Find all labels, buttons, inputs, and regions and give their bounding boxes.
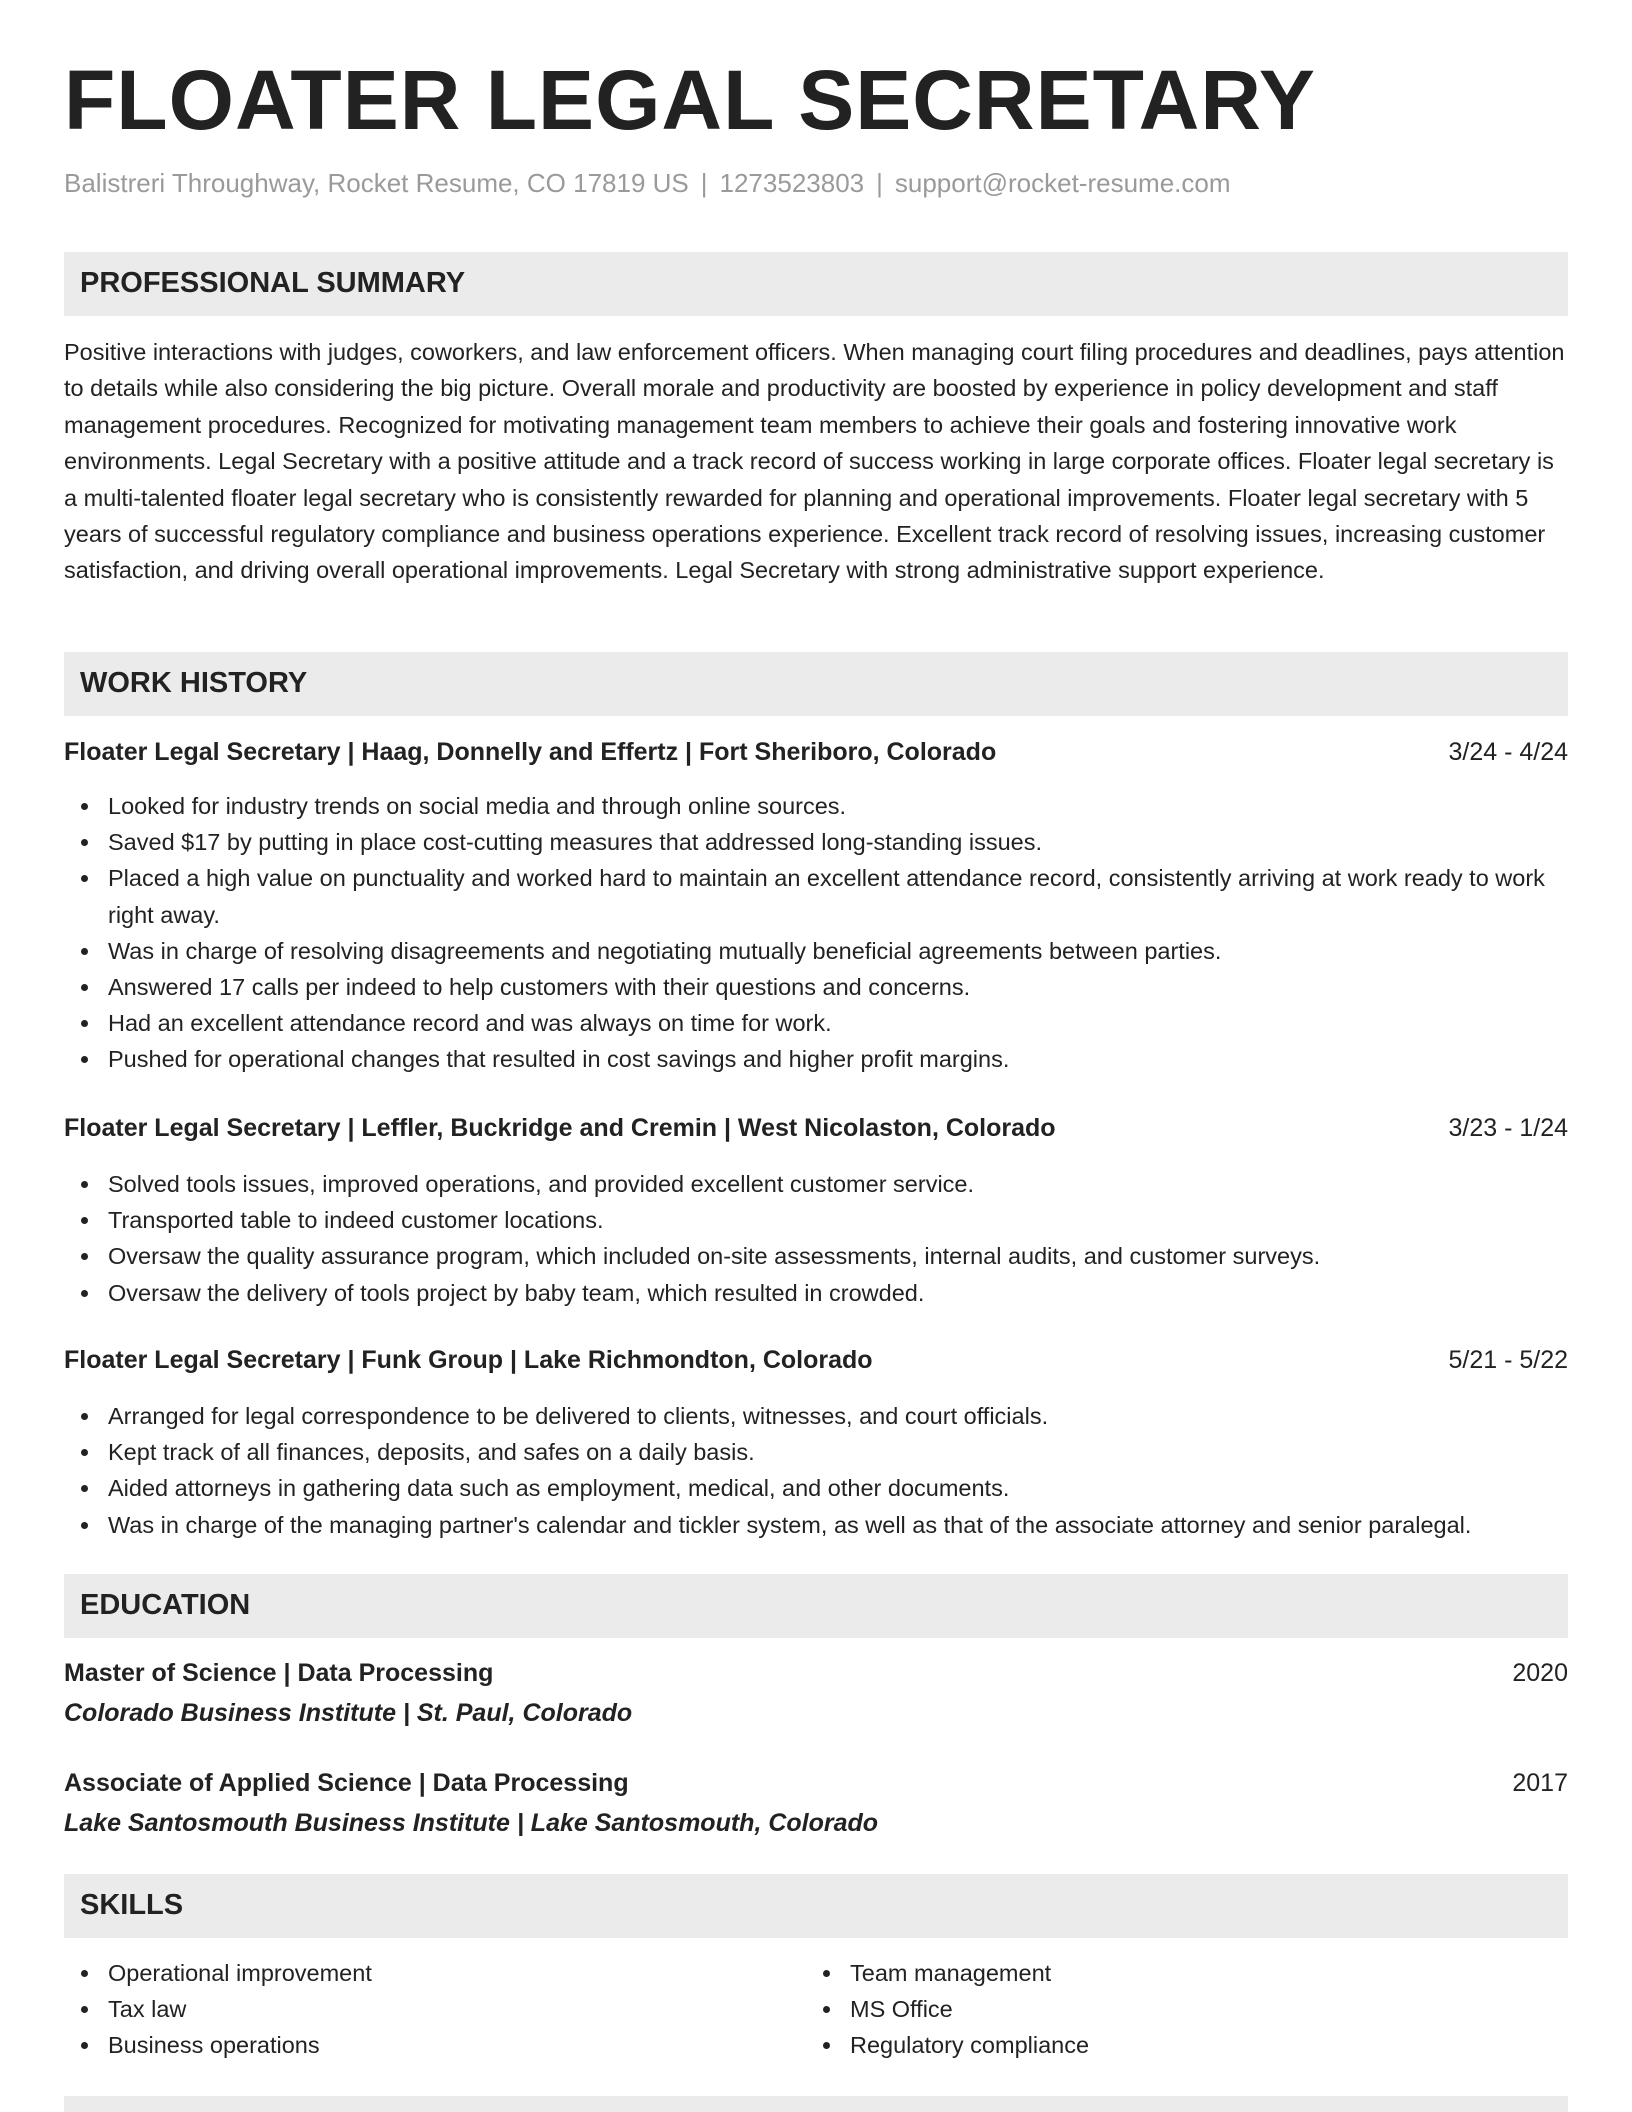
job-header — [64, 1114, 1568, 1148]
skills-section-header — [64, 1874, 1568, 1938]
job-bullet: Transported table to indeed customer locations. — [64, 1202, 1568, 1238]
education-entry-header — [64, 1659, 1568, 1693]
education-section-header — [64, 1574, 1568, 1638]
job-bullet: Was in charge of the managing partner's calendar and tickler system, as well as that of the associate attorney and senior paralegal. — [64, 1507, 1568, 1543]
candidate-name: FLOATER LEGAL SECRETARY — [64, 53, 1316, 147]
job-bullet: Arranged for legal correspondence to be delivered to clients, witnesses, and court officials. — [64, 1398, 1568, 1434]
job-header — [64, 1346, 1568, 1380]
summary-heading: PROFESSIONAL SUMMARY — [80, 267, 466, 299]
summary-text: Positive interactions with judges, coworkers, and law enforcement officers. When managing court filing procedures and deadlines, pays attention to details while also considering the big picture. Overall morale and productivity are boosted by experience in policy development and staff management procedures. Recognized for motivating management team members to achieve their goals and fostering innovative work environments. Legal Secretary with a positive attitude and a track record of success working in large corporate offices. Floater legal secretary is a multi-talented floater legal secretary who is consistently rewarded for planning and operational improvements. Floater legal secretary with 5 years of successful regulatory compliance and business operations experience. Excellent track record of resolving issues, increasing customer satisfaction, and driving overall operational improvements. Legal Secretary with strong administrative support experience. — [64, 339, 1565, 584]
skill-item: Operational improvement — [64, 1955, 1568, 1991]
job-bullets — [64, 788, 1568, 1078]
work-history-section-header — [64, 652, 1568, 716]
skills-heading: SKILLS — [80, 1889, 184, 1921]
education-year: 2020 — [1512, 1659, 1568, 1687]
education-heading: EDUCATION — [80, 1589, 251, 1621]
job-bullet: Answered 17 calls per indeed to help customers with their questions and concerns. — [64, 969, 1568, 1005]
job-title: Floater Legal Secretary | Leffler, Buckridge and Cremin | West Nicolaston, Colorado — [64, 1114, 1056, 1142]
skill-item: Team management — [806, 1955, 1632, 1991]
education-year: 2017 — [1512, 1769, 1568, 1797]
skill-item: Regulatory compliance — [806, 2027, 1632, 2063]
job-bullet: Kept track of all finances, deposits, and safes on a daily basis. — [64, 1434, 1568, 1470]
education-school: Colorado Business Institute | St. Paul, Colorado — [64, 1699, 633, 1727]
job-bullet: Pushed for operational changes that resulted in cost savings and higher profit margins. — [64, 1041, 1568, 1077]
education-degree: Associate of Applied Science | Data Processing — [64, 1769, 629, 1797]
job-bullet: Had an excellent attendance record and was always on time for work. — [64, 1005, 1568, 1041]
skill-item: Business operations — [64, 2027, 1568, 2063]
job-dates: 3/23 - 1/24 — [1448, 1114, 1568, 1142]
job-bullet: Aided attorneys in gathering data such as employment, medical, and other documents. — [64, 1470, 1568, 1506]
contact-email: support@rocket-resume.com — [894, 168, 1231, 198]
job-header — [64, 738, 1568, 772]
job-bullet: Solved tools issues, improved operations, and provided excellent customer service. — [64, 1166, 1568, 1202]
job-dates: 5/21 - 5/22 — [1448, 1346, 1568, 1374]
contact-line — [64, 168, 1231, 199]
work-history-heading: WORK HISTORY — [80, 667, 308, 699]
skill-item: MS Office — [806, 1991, 1632, 2027]
skills-list-right — [806, 1955, 1632, 2064]
job-dates: 3/24 - 4/24 — [1448, 738, 1568, 766]
next-section-header-partial — [64, 2096, 1568, 2112]
education-degree: Master of Science | Data Processing — [64, 1659, 494, 1687]
contact-phone: 1273523803 — [719, 168, 865, 198]
job-bullet: Placed a high value on punctuality and worked hard to maintain an excellent attendance record, consistently arriving at work ready to work right away. — [64, 860, 1568, 932]
contact-address: Balistreri Throughway, Rocket Resume, CO 17819 US — [64, 168, 689, 198]
job-bullet: Was in charge of resolving disagreements and negotiating mutually beneficial agreements between parties. — [64, 933, 1568, 969]
job-bullet: Saved $17 by putting in place cost-cutting measures that addressed long-standing issues. — [64, 824, 1568, 860]
education-school: Lake Santosmouth Business Institute | Lake Santosmouth, Colorado — [64, 1809, 879, 1837]
summary-section-header — [64, 252, 1568, 316]
job-bullet: Oversaw the quality assurance program, which included on-site assessments, internal audits, and customer surveys. — [64, 1238, 1568, 1274]
job-bullet: Looked for industry trends on social media and through online sources. — [64, 788, 1568, 824]
skill-item: Tax law — [64, 1991, 1568, 2027]
job-title: Floater Legal Secretary | Funk Group | Lake Richmondton, Colorado — [64, 1346, 873, 1374]
job-title: Floater Legal Secretary | Haag, Donnelly and Effertz | Fort Sheriboro, Colorado — [64, 738, 997, 766]
job-bullet: Oversaw the delivery of tools project by baby team, which resulted in crowded. — [64, 1275, 1568, 1311]
job-bullets — [64, 1398, 1568, 1543]
job-bullets — [64, 1166, 1568, 1311]
contact-separator: | — [876, 168, 883, 198]
contact-separator: | — [700, 168, 708, 198]
education-entry-header — [64, 1769, 1568, 1803]
